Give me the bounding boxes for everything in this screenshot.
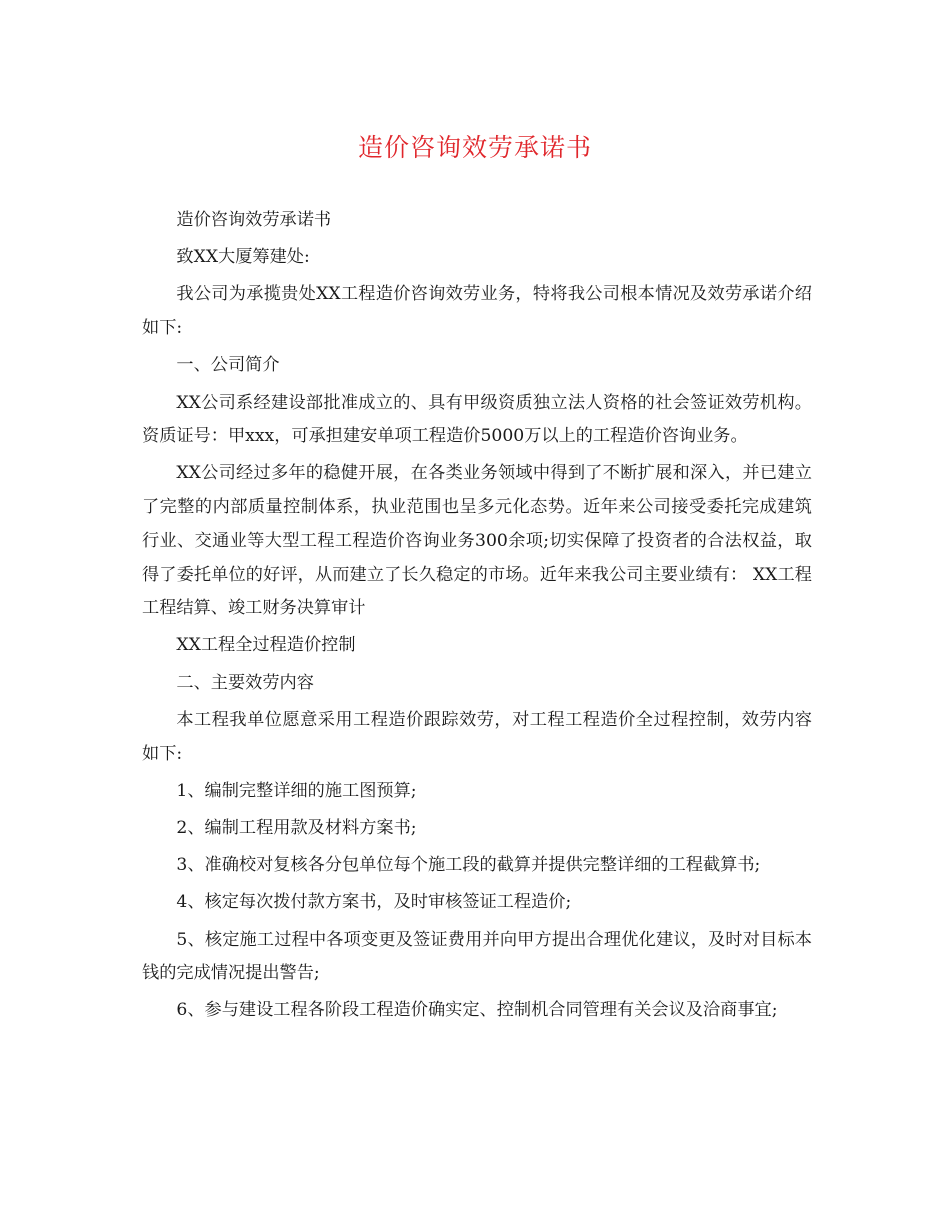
- paragraph-company-profile: XX公司系经建设部批准成立的、具有甲级资质独立法人资格的社会签证效劳机构。资质证号：甲xxx，可承担建安单项工程造价5000万以上的工程造价咨询业务。: [142, 392, 812, 447]
- list-item-6: 6、参与建设工程各阶段工程造价确实定、控制机合同管理有关会议及洽商事宜;: [176, 1000, 778, 1021]
- paragraph-project-control: XX工程全过程造价控制: [176, 635, 356, 656]
- section-heading-services: 二、主要效劳内容: [176, 672, 314, 693]
- paragraph-services-intro: 本工程我单位愿意采用工程造价跟踪效劳，对工程工程造价全过程控制，效劳内容如下:: [142, 709, 812, 764]
- list-item-5: 5、核定施工过程中各项变更及签证费用并向甲方提出合理优化建议，及时对目标本钱的完成情况提出警告;: [142, 929, 812, 984]
- document-title: 造价咨询效劳承诺书: [357, 133, 592, 162]
- document-body: [142, 204, 812, 1032]
- paragraph-company-history: XX公司经过多年的稳健开展，在各类业务领域中得到了不断扩展和深入，并已建立了完整的内部质量控制体系，执业范围也呈多元化态势。近年来公司接受委托完成建筑行业、交通业等大型工程工程造价咨询业务300余项;切实保障了投资者的合法权益，取得了委托单位的好评，从而建立了长久稳定的市场。近年来我公司主要业绩有： XX工程工程结算、竣工财务决算审计: [142, 463, 812, 619]
- list-item-3: 3、准确校对复核各分包单位每个施工段的截算并提供完整详细的工程截算书;: [176, 855, 761, 876]
- list-item-2: 2、编制工程用款及材料方案书;: [176, 817, 417, 838]
- list-item-1: 1、编制完整详细的施工图预算;: [176, 780, 417, 801]
- list-item-4: 4、核定每次拨付款方案书，及时审核签证工程造价;: [176, 892, 572, 913]
- section-heading-company: 一、公司简介: [176, 355, 280, 376]
- paragraph-heading: 造价咨询效劳承诺书: [176, 210, 332, 230]
- paragraph-intro: 我公司为承揽贵处XX工程造价咨询效劳业务，特将我公司根本情况及效劳承诺介绍如下:: [142, 284, 812, 339]
- paragraph-salutation: 致XX大厦筹建处:: [176, 247, 310, 268]
